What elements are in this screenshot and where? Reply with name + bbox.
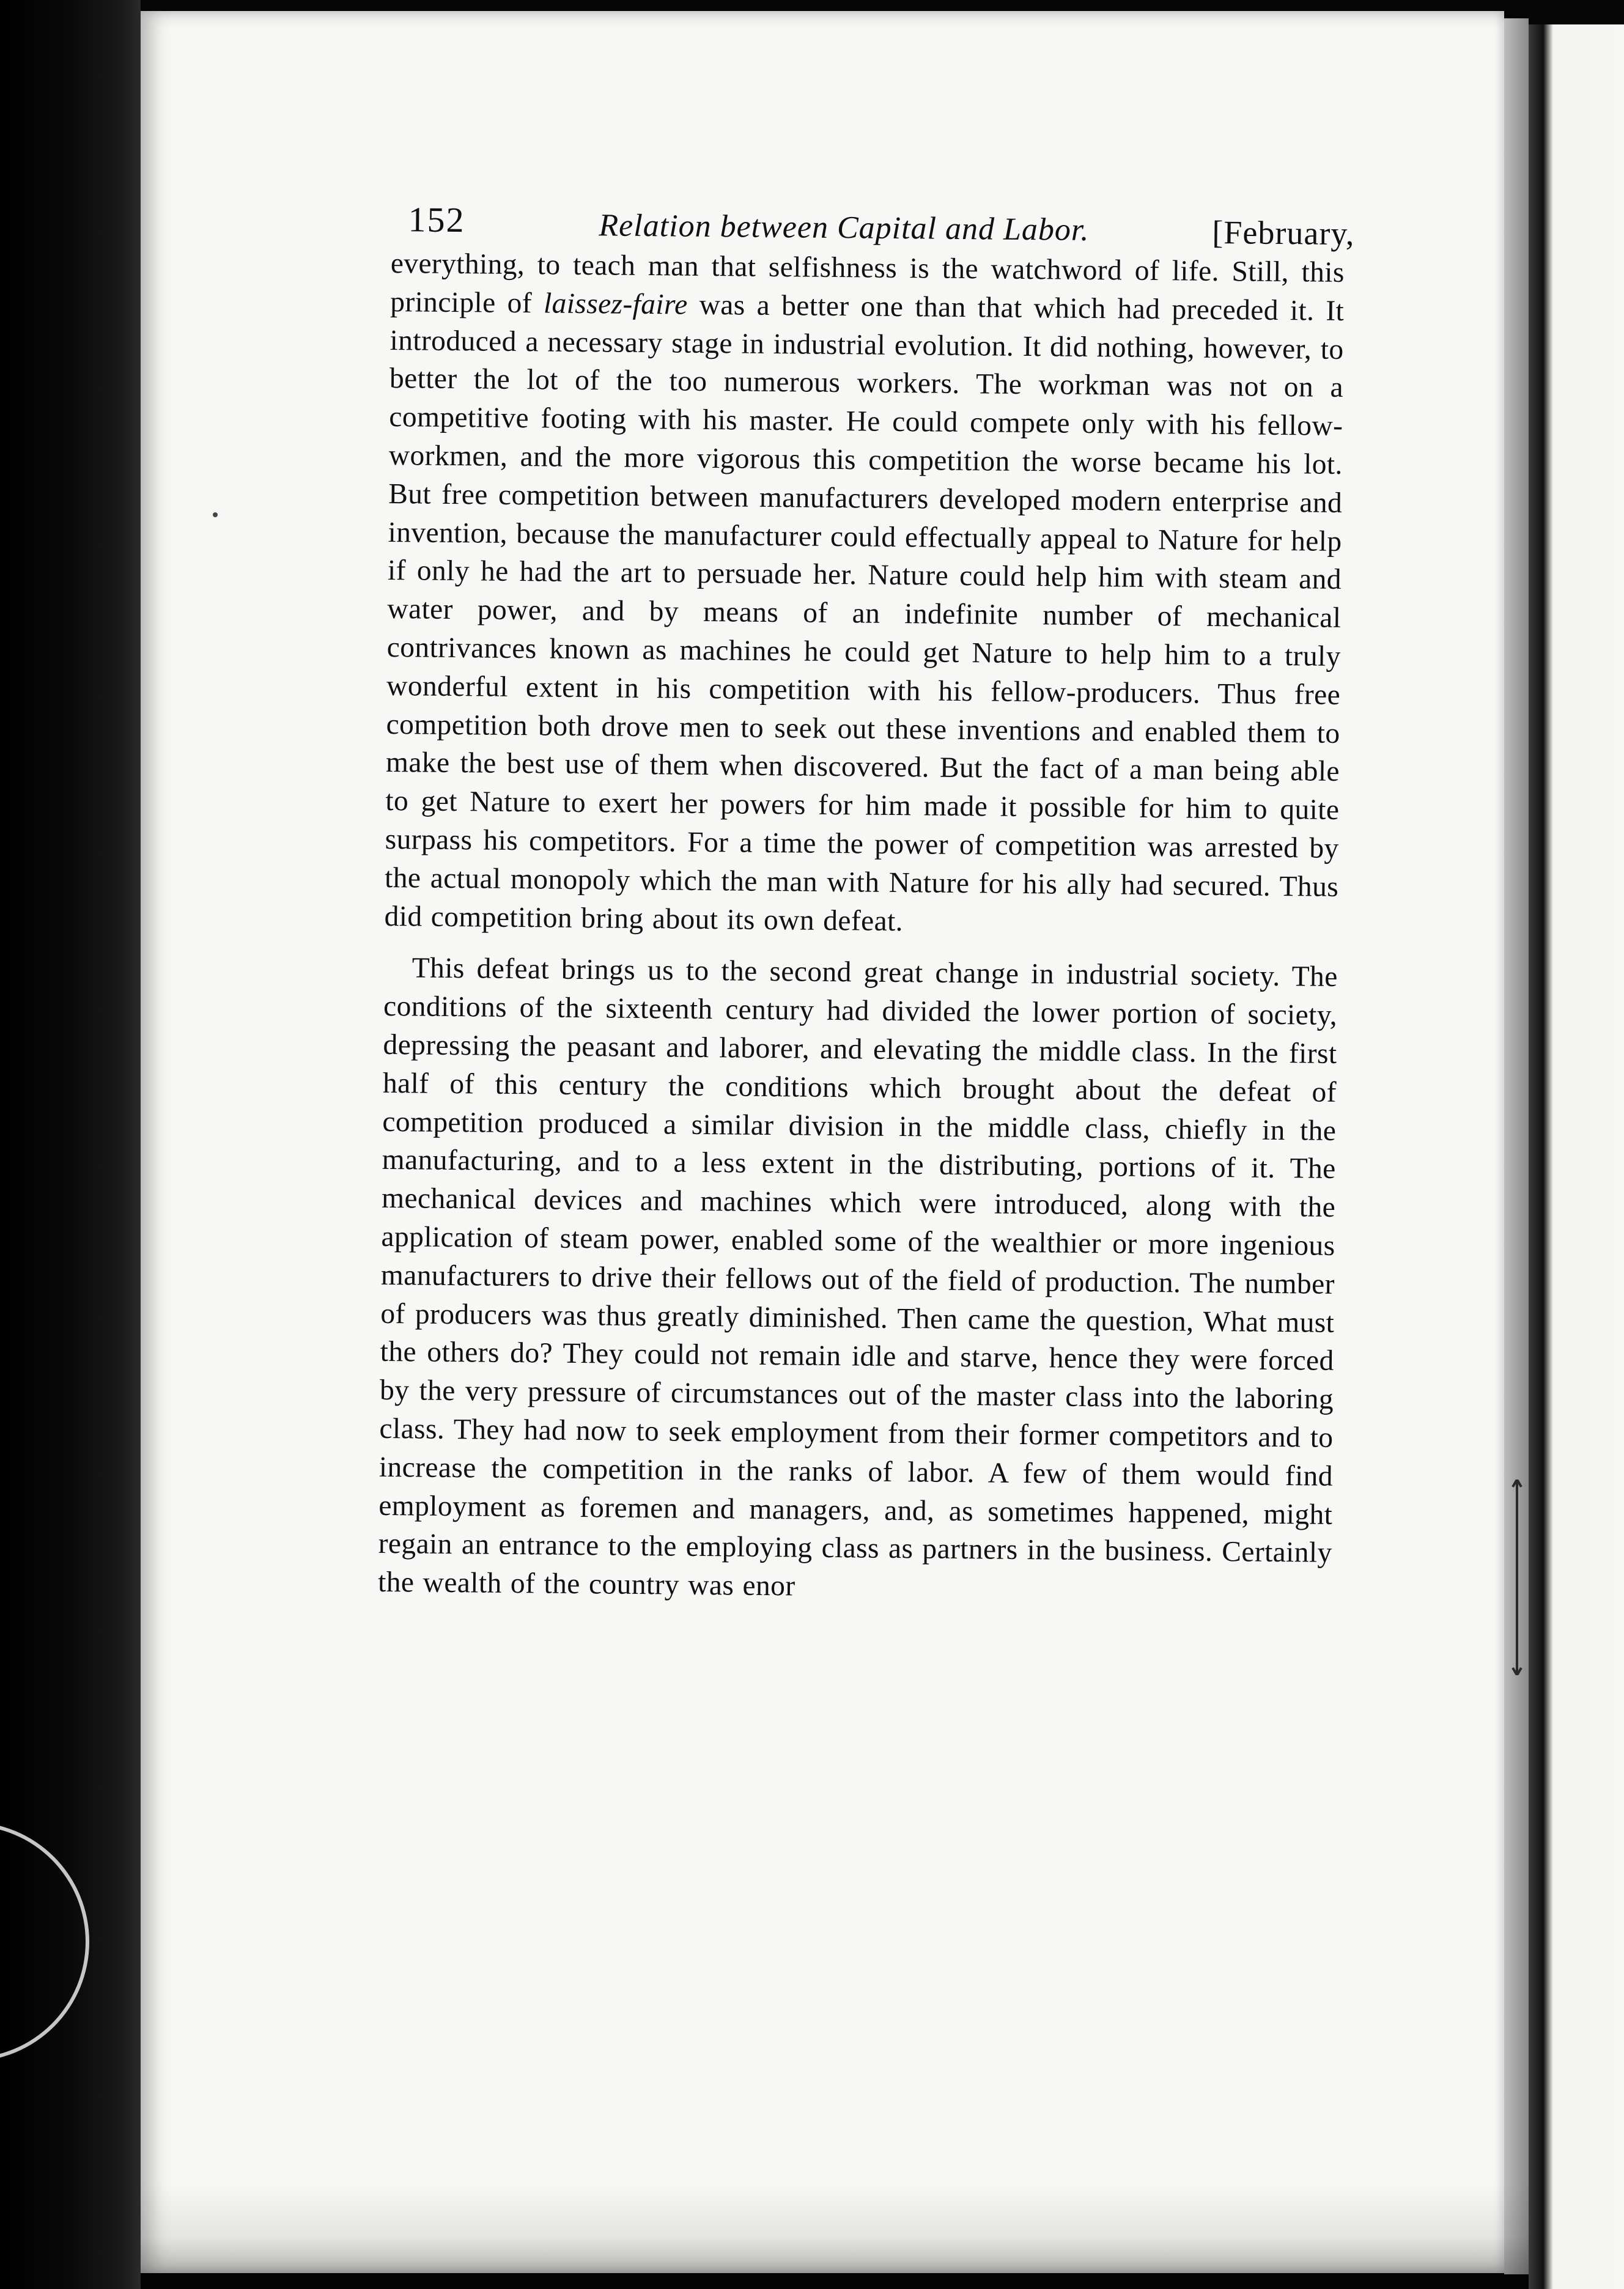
- next-page-edge: [1529, 24, 1624, 2289]
- page-bottom-shadow: [141, 2183, 1529, 2289]
- running-head: [391, 190, 1355, 272]
- margin-speck: [213, 512, 218, 517]
- running-month: [February,: [1212, 213, 1355, 252]
- body-paragraph: This defeat brings us to the second great change in industrial society. The conditions of the sixteenth century had divided the lower portion of society, depressing the peasant and laborer, and elevating the middle class. In the first half of this century the conditions which brought about the defeat of competition produced a similar division in the middle class, chiefly in the manufacturing, and to a less extent in the distributing, portions of it. The mechanical devices and machines which were introduced, along with the application of steam power, enabled some of the wealthier or more ingenious manufacturers to drive their fellows out of the field of production. The number of producers was thus greatly diminished. Then came the question, What must the others do? They could not remain idle and starve, hence they were forced by the very pressure of circumstances out of the master class into the laboring class. They had now to seek employment from their former competitors and to increase the competition in the ranks of labor. A few of them would find employment as foremen and managers, and, as sometimes happened, might regain an entrance to the employing class as partners in the business. Certainly the wealth of the country was enor: [377, 952, 1338, 1602]
- body-paragraph: everything, to teach man that selfishness is the watchword of life. Still, this principle of laissez-faire was a better one than that which had preceded it. It introduced a necessary stage in industrial evolution. It did nothing, however, to better the lot of the too numerous workers. The workman was not on a competitive footing with his master. He could compete only with his fellow-workmen, and the more vigorous this competition the worse became his lot. But free competition between manufacturers developed modern enterprise and invention, because the manufacturer could effectually appeal to Nature for help if only he had the art to persuade her. Nature could help him with steam and water power, and by means of an indefinite number of mechanical contrivances known as machines he could get Nature to help him to a truly wonderful extent in his competition with his fellow-producers. Thus free competition both drove men to seek out these inventions and enabled them to make the best use of them when discovered. But the fact of a man being able to get Nature to exert her powers for him made it possible for him to quite surpass his competitors. For a time the power of competition was arrested by the actual monopoly which the man with Nature for his ally had secured. Thus did competition bring about its own defeat.: [384, 247, 1345, 937]
- page-number: 152: [408, 199, 465, 240]
- page-gutter-shadow: [1504, 18, 1529, 2274]
- running-title: Relation between Capital and Labor.: [599, 208, 1090, 248]
- gutter-clip-mark: [1510, 1480, 1524, 1675]
- page-text-block: [377, 190, 1355, 1611]
- italic-phrase: laissez-faire: [543, 287, 688, 321]
